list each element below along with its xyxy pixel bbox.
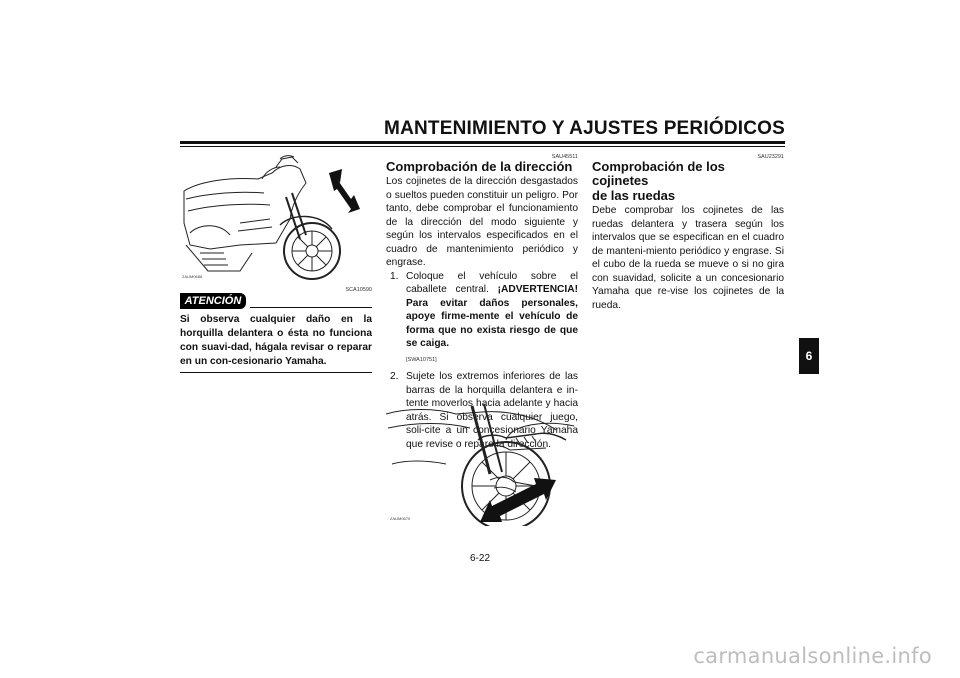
bearings-body: Debe comprobar los cojinetes de las ruedas delantera y trasera según los intervalos que se especifican en el cuadro de manteni-miento periódico y engrase. Si el cubo de la rueda se mueve o si no gira con suavidad, solicite a un concesionario Yamaha que re-vise los cojinetes de la rueda. (592, 205, 784, 311)
bearings-heading-line1: Comprobación de los cojinetes (592, 159, 725, 188)
step-number: 2. (390, 371, 399, 382)
steering-step-1 (390, 270, 578, 368)
caution-rule (250, 307, 372, 308)
chapter-tab: 6 (799, 338, 819, 374)
section-code-bearings: SAU23291 (757, 154, 784, 160)
wheel-bearings-section (592, 160, 784, 312)
caution-code: SCA10590 (345, 287, 372, 293)
steering-heading: Comprobación de la dirección (386, 159, 573, 174)
step-text: Sujete los extremos inferiores de las barras de la horquilla delantera e in-tente moverlos hacia adelante y hacia atrás. Si observa cualquier juego, soli-cite a un concesionario Yamaha que revise o repare la dirección. (406, 371, 578, 450)
figure-code-left: ZAUM0688 (182, 274, 203, 279)
fork-check-illustration (386, 404, 578, 526)
section-code-steering: SAU45511 (551, 154, 578, 160)
header-rule (180, 141, 785, 144)
step-warning: ¡ADVERTENCIA! Para evitar daños personales, apoye firme-mente el vehículo de forma que no exista riesgo de que se caiga. (406, 284, 578, 349)
steering-intro: Los cojinetes de la dirección desgastados o sueltos pueden constituir un peligro. Por tanto, debe comprobar el funcionamiento de la dirección del modo siguiente y según los intervalos especificados en el cuadro de mantenimiento periódico y engrase. (386, 176, 578, 268)
caution-header (180, 293, 372, 309)
warning-code: [SWA10751] (406, 356, 437, 363)
caution-end-rule (180, 372, 372, 373)
scooter-front-fork-illustration (180, 153, 372, 281)
page-number: 6-22 (469, 553, 490, 564)
step-text: Coloque el vehículo sobre el caballete central. (406, 270, 578, 295)
step-number: 1. (390, 270, 399, 282)
caution-text: Si observa cualquier daño en la horquilla delantera o ésta no funciona con suavi-dad, hágala revisar o reparar en un con-cesionario Yamaha. (180, 314, 372, 367)
bearings-heading-line2: de las ruedas (592, 188, 676, 203)
page-header-title: MANTENIMIENTO Y AJUSTES PERIÓDICOS (384, 118, 785, 139)
figure-code-middle: ZAUM0670 (390, 516, 411, 521)
caution-label: ATENCIÓN (180, 293, 246, 309)
header-rule-thin (180, 146, 785, 147)
site-watermark: carmanualsonline.info (693, 644, 932, 668)
